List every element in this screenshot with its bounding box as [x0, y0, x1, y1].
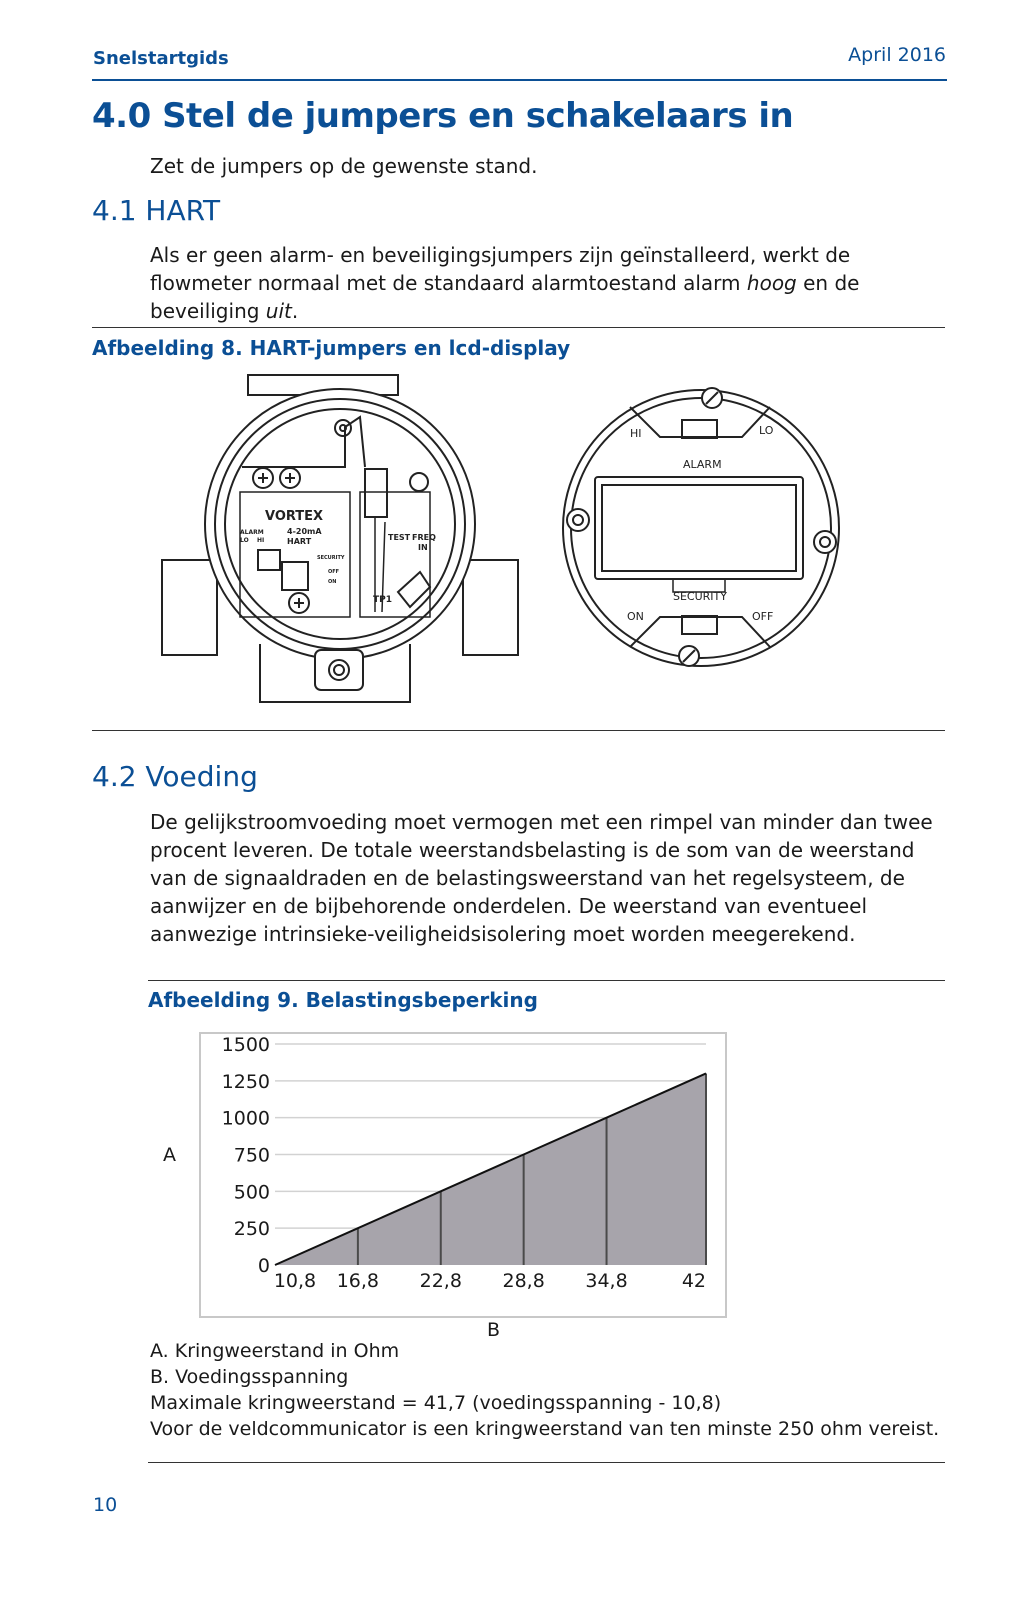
legend-a: A. Kringweerstand in Ohm — [150, 1340, 400, 1362]
lcd-on-label: ON — [627, 610, 644, 623]
lcd-security-label: SECURITY — [673, 590, 727, 603]
lcd-off-label: OFF — [752, 610, 774, 623]
figure9-bottom-rule — [148, 1462, 945, 1463]
board-brand-label: VORTEX — [265, 509, 324, 524]
hart-text-part: . — [291, 299, 299, 323]
running-header-date: April 2016 — [848, 44, 946, 66]
legend-b: B. Voedingsspanning — [150, 1366, 349, 1388]
load-limitation-chart — [150, 1030, 740, 1345]
hart-text-emphasis-hoog: hoog — [746, 271, 797, 295]
board-alarm-label: ALARM — [240, 529, 264, 536]
y-axis-label: A — [163, 1144, 176, 1166]
board-security-label: SECURITY — [317, 555, 345, 561]
y-tick-label: 1000 — [221, 1107, 270, 1130]
figure9-caption: Afbeelding 9. Belastingsbeperking — [148, 988, 538, 1012]
section-hart-text — [150, 241, 945, 325]
board-freq-label: FREQ — [412, 533, 436, 542]
board-protocol-label: HART — [287, 537, 312, 546]
y-tick-label: 1500 — [221, 1034, 270, 1056]
lcd-hi-label: HI — [630, 427, 642, 440]
board-test-label: TEST — [388, 533, 411, 542]
board-lo-label: LO — [240, 537, 249, 544]
y-tick-label: 500 — [233, 1181, 270, 1204]
hart-text-part: en de beveiliging — [150, 271, 860, 323]
section-hart-heading: 4.1 HART — [92, 194, 221, 227]
lcd-alarm-label: ALARM — [683, 458, 722, 471]
x-tick-label: 34,8 — [585, 1270, 628, 1292]
hart-text-part: Als er geen alarm- en beveiligingsjumpers zijn geïnstalleerd, werkt de flowmeter normaal met de standaard alarmtoestand alarm — [150, 243, 851, 295]
intro-text: Zet de jumpers op de gewenste stand. — [150, 154, 538, 178]
x-tick-label: 28,8 — [502, 1270, 545, 1292]
page-number: 10 — [93, 1494, 118, 1516]
section-voeding-heading: 4.2 Voeding — [92, 760, 258, 793]
x-tick-label: 16,8 — [336, 1270, 380, 1292]
requirement-note: Voor de veldcommunicator is een kringweerstand van ten minste 250 ohm vereist. — [150, 1418, 940, 1440]
lcd-lo-label: LO — [759, 424, 774, 437]
x-tick-label: 42 — [681, 1270, 706, 1292]
section-voeding-text: De gelijkstroomvoeding moet vermogen met een rimpel van minder dan twee procent leveren. De totale weerstandsbelasting is de som van de weerstand van de signaaldraden en de belastingsweerstand van het regelsysteem, de aanwijzer en de bijbehorende onderdelen. De weerstand van eventueel aanwezige intrinsieke-veiligheidsisolering moet worden meegerekend. — [150, 810, 933, 946]
formula-text: Maximale kringweerstand = 41,7 (voedingsspanning - 10,8) — [150, 1392, 722, 1414]
lcd-display-illustration — [555, 382, 847, 674]
board-in-label: IN — [418, 543, 428, 552]
figure8-bottom-rule — [92, 730, 945, 731]
figure9-top-rule — [148, 980, 945, 981]
x-axis-label: B — [487, 1319, 501, 1341]
board-on-label: ON — [328, 579, 337, 585]
running-header-title: Snelstartgids — [93, 48, 229, 69]
y-tick-label: 0 — [257, 1255, 270, 1277]
x-tick-label: 22,8 — [419, 1270, 462, 1292]
y-tick-label: 250 — [233, 1218, 270, 1241]
header-rule — [92, 79, 947, 81]
y-tick-label: 1250 — [221, 1070, 270, 1093]
figure8-top-rule — [92, 327, 945, 328]
y-tick-label: 750 — [233, 1144, 270, 1167]
board-off-label: OFF — [328, 569, 340, 575]
board-hi-label: HI — [257, 537, 265, 544]
board-signal-label: 4-20mA — [287, 527, 322, 536]
page-title: 4.0 Stel de jumpers en schakelaars in — [92, 96, 794, 136]
board-tp1-label: TP1 — [373, 595, 392, 605]
figure8-caption: Afbeelding 8. HART-jumpers en lcd-display — [92, 336, 571, 360]
hart-jumper-board-illustration — [160, 372, 520, 710]
hart-text-emphasis-uit: uit — [265, 299, 292, 323]
x-tick-label: 10,8 — [273, 1270, 317, 1292]
